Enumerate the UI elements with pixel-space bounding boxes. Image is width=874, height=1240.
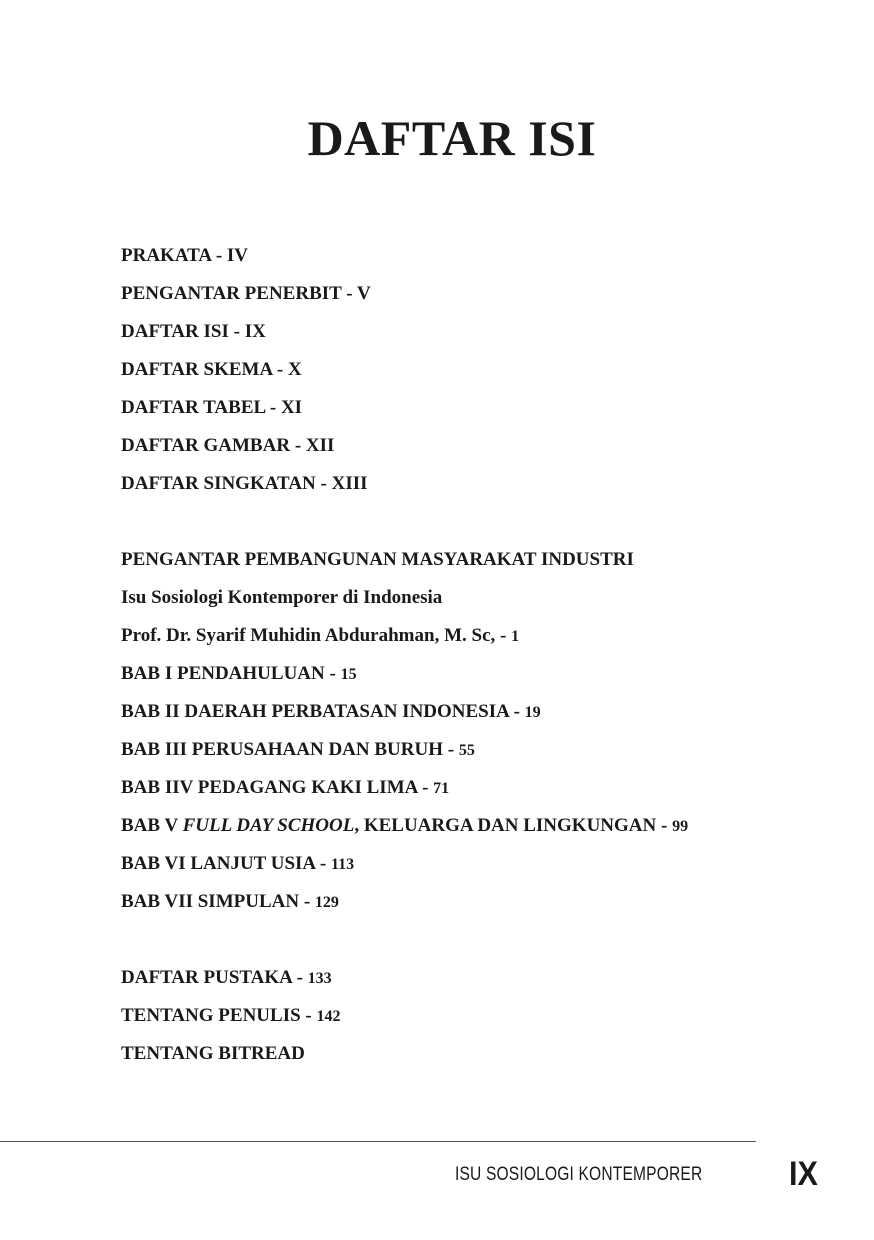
- toc-entry-daftar-isi[interactable]: DAFTAR ISI - IX: [121, 321, 266, 342]
- toc-entry-intro-heading[interactable]: PENGANTAR PEMBANGUNAN MASYARAKAT INDUSTRI: [121, 549, 634, 570]
- toc-entry-tentang-bitread[interactable]: TENTANG BITREAD: [121, 1043, 305, 1064]
- toc-entry-intro-subtitle[interactable]: Isu Sosiologi Kontemporer di Indonesia: [121, 587, 443, 608]
- running-title: ISU SOSIOLOGI KONTEMPORER: [455, 1164, 703, 1185]
- toc-entry-bab-7[interactable]: BAB VII SIMPULAN - 129: [121, 891, 339, 912]
- toc-group-back-matter: [121, 963, 841, 1077]
- toc-entry-bab-6[interactable]: BAB VI LANJUT USIA - 113: [121, 853, 355, 874]
- table-of-contents: [121, 241, 841, 1115]
- toc-entry-daftar-singkatan[interactable]: DAFTAR SINGKATAN - XIII: [121, 473, 368, 494]
- page-title: DAFTAR ISI: [307, 110, 597, 166]
- toc-entry-tentang-penulis[interactable]: TENTANG PENULIS - 142: [121, 1005, 341, 1026]
- toc-entry-daftar-pustaka[interactable]: DAFTAR PUSTAKA - 133: [121, 967, 332, 988]
- toc-entry-bab-4[interactable]: BAB IIV PEDAGANG KAKI LIMA - 71: [121, 777, 450, 798]
- toc-entry-daftar-tabel[interactable]: DAFTAR TABEL - XI: [121, 397, 303, 418]
- toc-entry-pengantar-penerbit[interactable]: PENGANTAR PENERBIT - V: [121, 283, 371, 304]
- toc-entry-intro-author[interactable]: Prof. Dr. Syarif Muhidin Abdurahman, M. Sc, - 1: [121, 625, 520, 646]
- footer-rule: [0, 1141, 756, 1142]
- toc-entry-bab-2[interactable]: BAB II DAERAH PERBATASAN INDONESIA - 19: [121, 701, 541, 722]
- toc-group-front-matter: [121, 241, 841, 507]
- toc-entry-prakata[interactable]: PRAKATA - IV: [121, 245, 249, 266]
- toc-entry-daftar-skema[interactable]: DAFTAR SKEMA - X: [121, 359, 302, 380]
- toc-entry-bab-3[interactable]: BAB III PERUSAHAAN DAN BURUH - 55: [121, 739, 475, 760]
- toc-entry-daftar-gambar[interactable]: DAFTAR GAMBAR - XII: [121, 435, 335, 456]
- toc-group-chapters: [121, 545, 841, 925]
- page-number: IX: [789, 1155, 818, 1193]
- toc-entry-bab-5[interactable]: BAB V FULL DAY SCHOOL, KELUARGA DAN LINGKUNGAN - 99: [121, 815, 689, 836]
- toc-entry-bab-1[interactable]: BAB I PENDAHULUAN - 15: [121, 663, 357, 684]
